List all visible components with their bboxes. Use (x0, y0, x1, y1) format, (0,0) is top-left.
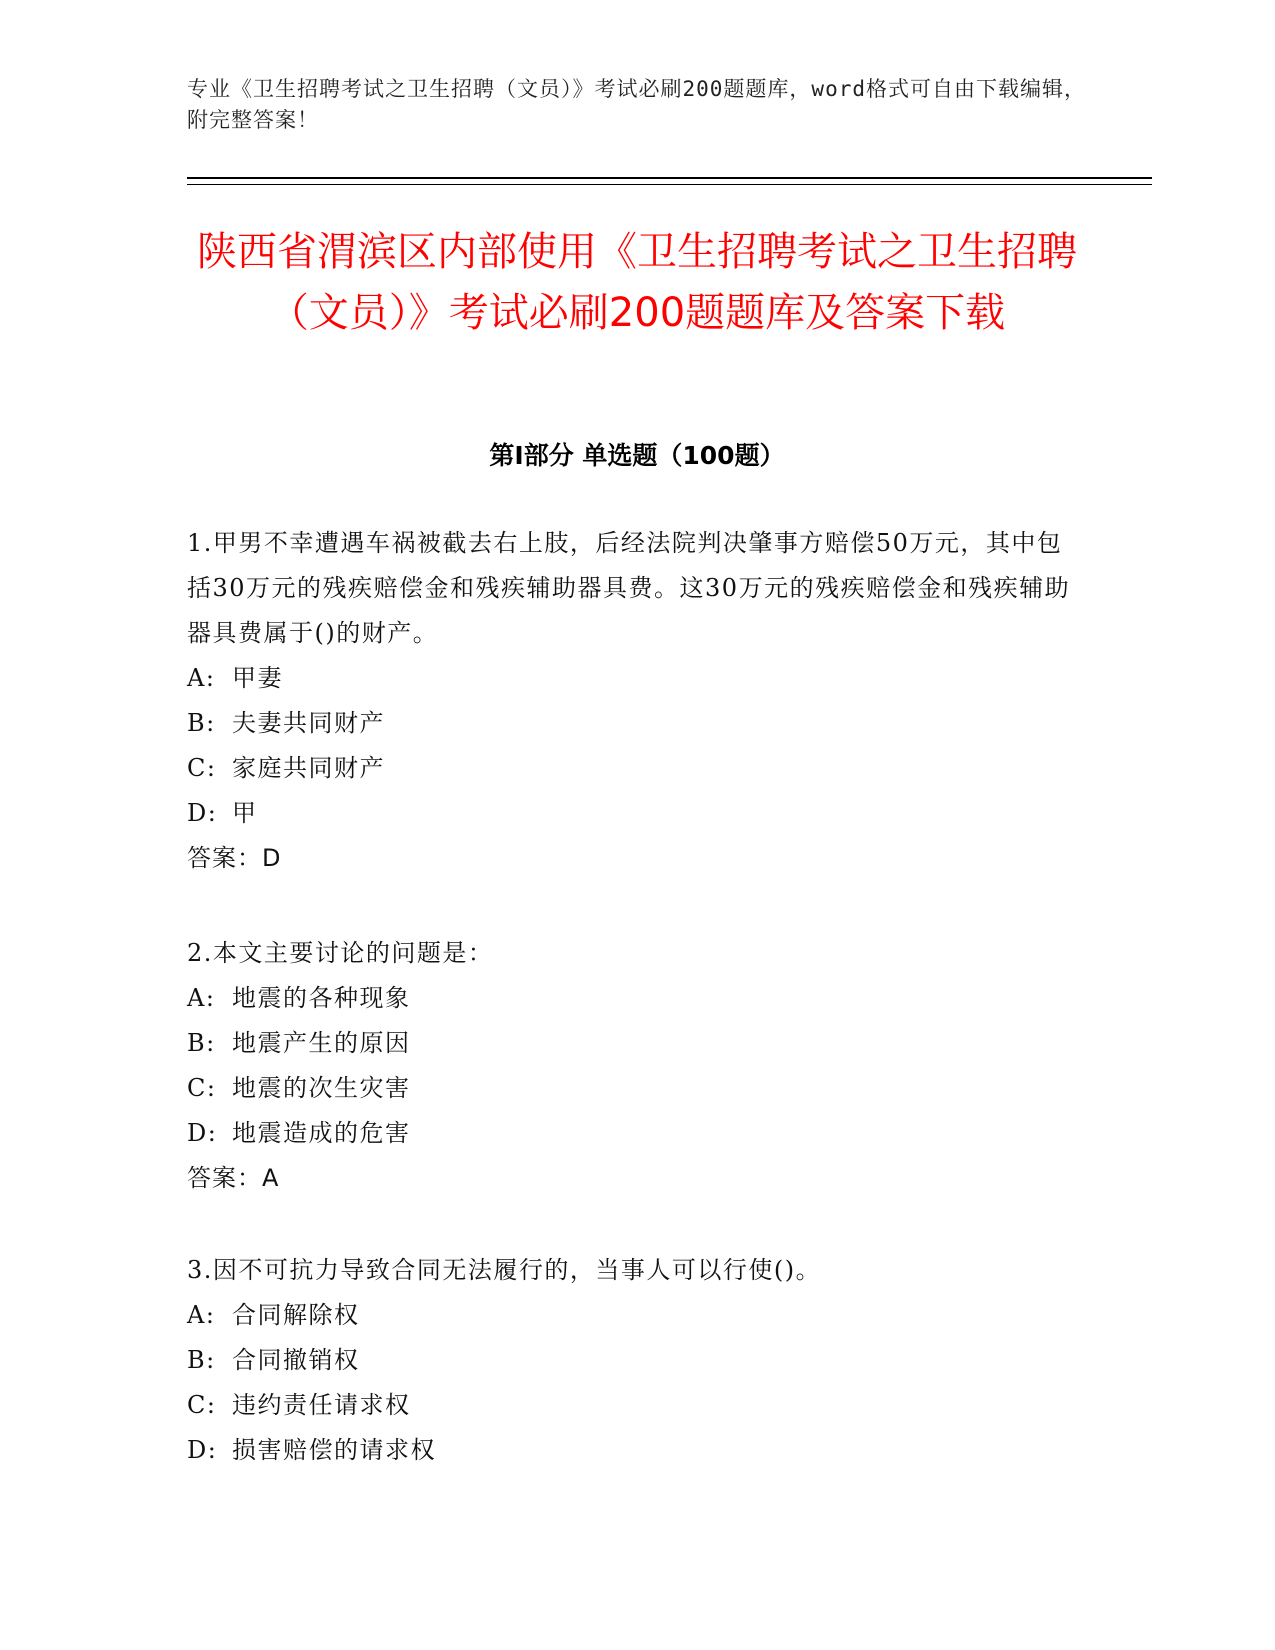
option-b (187, 1021, 1087, 1066)
option-b (187, 1338, 1087, 1383)
answer: 答案：A (187, 1164, 280, 1192)
option-text: 地震造成的危害 (232, 1119, 411, 1147)
option-key: B: (187, 1346, 216, 1374)
option-key: D: (187, 799, 218, 827)
option-text: 违约责任请求权 (232, 1391, 411, 1419)
option-d (187, 791, 1087, 836)
option-c (187, 1066, 1087, 1111)
option-text: 合同撤销权 (232, 1346, 360, 1374)
option-key: A: (187, 1301, 216, 1329)
option-d (187, 1111, 1087, 1156)
header-note: 专业《卫生招聘考试之卫生招聘（文员）》考试必刷200题题库，word格式可自由下载编辑，附完整答案！ (187, 77, 1086, 132)
header-divider-thin (187, 184, 1152, 185)
question-stem: 2.本文主要讨论的问题是： (187, 939, 494, 967)
option-key: D: (187, 1436, 218, 1464)
option-text: 地震产生的原因 (232, 1029, 411, 1057)
option-d (187, 1428, 1087, 1473)
option-key: A: (187, 984, 216, 1012)
option-text: 地震的次生灾害 (232, 1074, 411, 1102)
option-key: D: (187, 1119, 218, 1147)
header-divider-thick (187, 177, 1152, 179)
option-text: 甲 (232, 799, 258, 827)
option-key: A: (187, 664, 216, 692)
option-key: B: (187, 1029, 216, 1057)
document-title: 陕西省渭滨区内部使用《卫生招聘考试之卫生招聘（文员）》考试必刷200题题库及答案下载 (197, 229, 1077, 336)
option-text: 地震的各种现象 (232, 984, 411, 1012)
section-title: 第Ⅰ部分 单选题（100题） (489, 441, 785, 470)
option-a (187, 1293, 1087, 1338)
option-text: 家庭共同财产 (232, 754, 385, 782)
option-text: 夫妻共同财产 (232, 709, 385, 737)
option-text: 甲妻 (232, 664, 283, 692)
option-b (187, 701, 1087, 746)
option-key: B: (187, 709, 216, 737)
answer: 答案：D (187, 844, 282, 872)
option-a (187, 976, 1087, 1021)
option-c (187, 1383, 1087, 1428)
question-stem: 1.甲男不幸遭遇车祸被截去右上肢，后经法院判决肇事方赔偿50万元，其中包括30万元的残疾赔偿金和残疾辅助器具费。这30万元的残疾赔偿金和残疾辅助器具费属于()的财产。 (187, 529, 1071, 647)
question-1 (187, 521, 1087, 881)
option-key: C: (187, 1391, 217, 1419)
question-3 (187, 1248, 1087, 1473)
question-2 (187, 931, 1087, 1201)
option-key: C: (187, 754, 217, 782)
question-stem: 3.因不可抗力导致合同无法履行的，当事人可以行使()。 (187, 1256, 822, 1284)
option-text: 合同解除权 (232, 1301, 360, 1329)
option-text: 损害赔偿的请求权 (232, 1436, 436, 1464)
option-c (187, 746, 1087, 791)
option-key: C: (187, 1074, 217, 1102)
option-a (187, 656, 1087, 701)
